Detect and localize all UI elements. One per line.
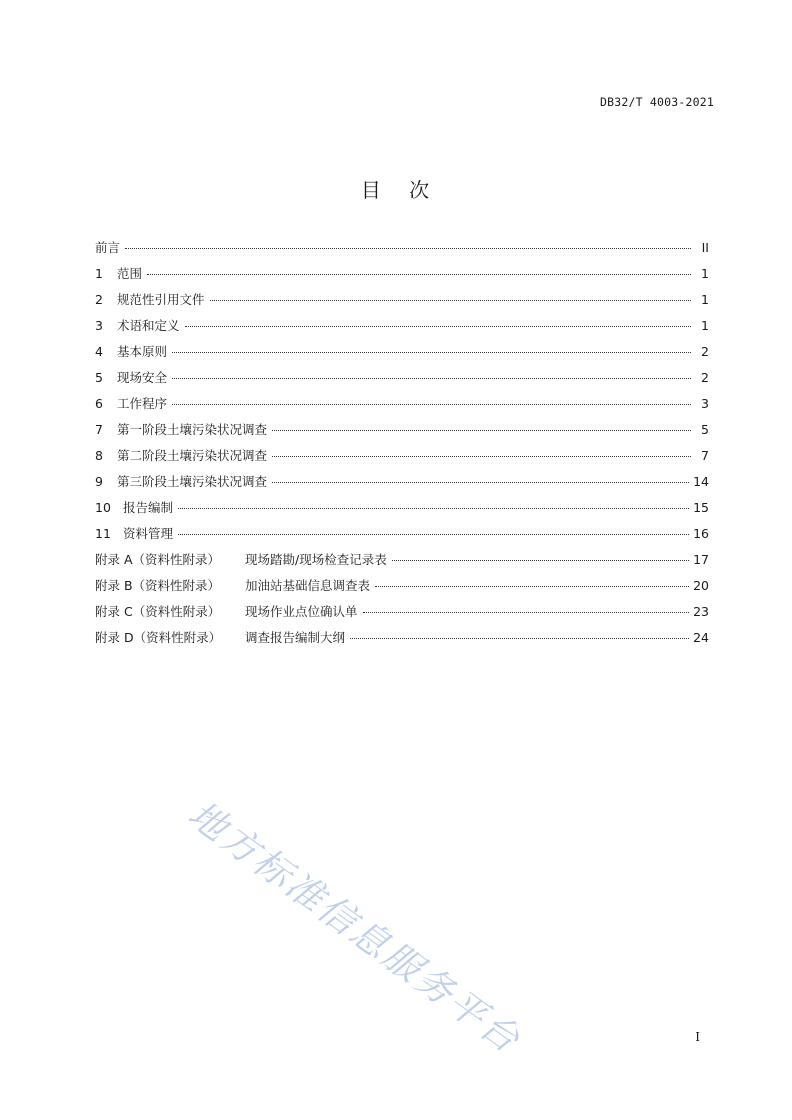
toc-entry-1[interactable] [95, 264, 709, 290]
toc-entry-label [95, 420, 270, 438]
toc-entry-number: 7 [95, 422, 103, 437]
toc-entry-title: 基本原则 [117, 344, 168, 359]
dot-leader [392, 550, 689, 561]
page-title: 目 次 [360, 178, 432, 202]
toc-entry-label [95, 264, 145, 282]
table-of-contents [95, 238, 709, 654]
toc-entry-6[interactable] [95, 394, 709, 420]
toc-entry-page: 17 [693, 552, 709, 567]
toc-entry-number: 9 [95, 474, 103, 489]
toc-entry-number: 5 [95, 370, 103, 385]
toc-entry-page: 15 [693, 500, 709, 515]
toc-entry-title: 资料管理 [123, 526, 174, 541]
toc-entry-number: 1 [95, 266, 103, 281]
toc-entry-appendix-c[interactable] [95, 602, 709, 628]
toc-entry-title: 现场作业点位确认单 [245, 604, 358, 619]
dot-leader [210, 290, 691, 301]
toc-entry-number: 8 [95, 448, 103, 463]
toc-entry-page: 1 [701, 318, 709, 333]
toc-entry-page: 7 [701, 448, 709, 463]
toc-entry-number: 附录 A（资料性附录） [95, 552, 221, 567]
toc-entry-title: 前言 [95, 240, 121, 255]
dot-leader [350, 628, 689, 639]
toc-entry-number: 2 [95, 292, 103, 307]
toc-entry-label [95, 524, 176, 542]
document-code: DB32/T 4003-2021 [600, 95, 714, 109]
dot-leader [178, 498, 689, 509]
toc-entry-page: 1 [701, 266, 709, 281]
toc-entry-label [95, 498, 176, 516]
toc-entry-label [95, 472, 270, 490]
toc-entry-page: 3 [701, 396, 709, 411]
toc-entry-11[interactable] [95, 524, 709, 550]
dot-leader [363, 602, 690, 613]
toc-entry-label [95, 290, 208, 308]
toc-entry-5[interactable] [95, 368, 709, 394]
dot-leader [375, 576, 689, 587]
toc-entry-page: 24 [693, 630, 709, 645]
toc-entry-number: 4 [95, 344, 103, 359]
toc-entry-10[interactable] [95, 498, 709, 524]
toc-entry-page: 23 [693, 604, 709, 619]
toc-entry-page: 14 [693, 474, 709, 489]
toc-entry-7[interactable] [95, 420, 709, 446]
page-number: I [695, 1030, 700, 1044]
toc-entry-title: 加油站基础信息调查表 [245, 578, 371, 593]
toc-entry-title: 第一阶段土壤污染状况调查 [117, 422, 268, 437]
toc-entry-label [95, 238, 123, 256]
toc-entry-9[interactable] [95, 472, 709, 498]
toc-entry-page: 2 [701, 370, 709, 385]
toc-entry-8[interactable] [95, 446, 709, 472]
toc-entry-appendix-a[interactable] [95, 550, 709, 576]
toc-entry-4[interactable] [95, 342, 709, 368]
toc-entry-appendix-d[interactable] [95, 628, 709, 654]
dot-leader [172, 342, 691, 353]
dot-leader [172, 394, 691, 405]
dot-leader [272, 446, 691, 457]
toc-entry-page: 2 [701, 344, 709, 359]
toc-entry-foreword[interactable] [95, 238, 709, 264]
toc-entry-label [95, 550, 390, 568]
toc-entry-page: 1 [701, 292, 709, 307]
dot-leader [272, 420, 691, 431]
toc-entry-number: 10 [95, 500, 111, 515]
toc-entry-title: 第三阶段土壤污染状况调查 [117, 474, 268, 489]
toc-entry-number: 11 [95, 526, 111, 541]
toc-entry-number: 附录 D（资料性附录） [95, 630, 222, 645]
toc-entry-title: 现场安全 [117, 370, 168, 385]
dot-leader [185, 316, 691, 327]
dot-leader [172, 368, 691, 379]
toc-entry-number: 附录 B（资料性附录） [95, 578, 221, 593]
toc-entry-label [95, 628, 348, 646]
watermark: 地方标准信息服务平台 [180, 792, 530, 1063]
toc-entry-page: 5 [701, 422, 709, 437]
toc-entry-label [95, 576, 373, 594]
toc-entry-title: 第二阶段土壤污染状况调查 [117, 448, 268, 463]
toc-entry-page: 16 [693, 526, 709, 541]
toc-entry-3[interactable] [95, 316, 709, 342]
toc-entry-page: II [701, 240, 709, 255]
toc-entry-label [95, 342, 170, 360]
toc-entry-label [95, 394, 170, 412]
toc-entry-2[interactable] [95, 290, 709, 316]
toc-entry-title: 调查报告编制大纲 [245, 630, 346, 645]
toc-entry-title: 现场踏勘/现场检查记录表 [245, 552, 387, 567]
toc-entry-title: 工作程序 [117, 396, 168, 411]
toc-entry-appendix-b[interactable] [95, 576, 709, 602]
toc-entry-number: 附录 C（资料性附录） [95, 604, 221, 619]
toc-entry-title: 报告编制 [123, 500, 174, 515]
dot-leader [272, 472, 689, 483]
dot-leader [147, 264, 691, 275]
toc-entry-title: 术语和定义 [117, 318, 180, 333]
toc-entry-number: 3 [95, 318, 103, 333]
toc-entry-page: 20 [693, 578, 709, 593]
toc-entry-label [95, 602, 361, 620]
toc-entry-title: 范围 [117, 266, 143, 281]
toc-entry-label [95, 316, 183, 334]
toc-entry-label [95, 446, 270, 464]
toc-entry-label [95, 368, 170, 386]
toc-entry-title: 规范性引用文件 [117, 292, 205, 307]
dot-leader [125, 238, 691, 249]
dot-leader [178, 524, 689, 535]
toc-entry-number: 6 [95, 396, 103, 411]
